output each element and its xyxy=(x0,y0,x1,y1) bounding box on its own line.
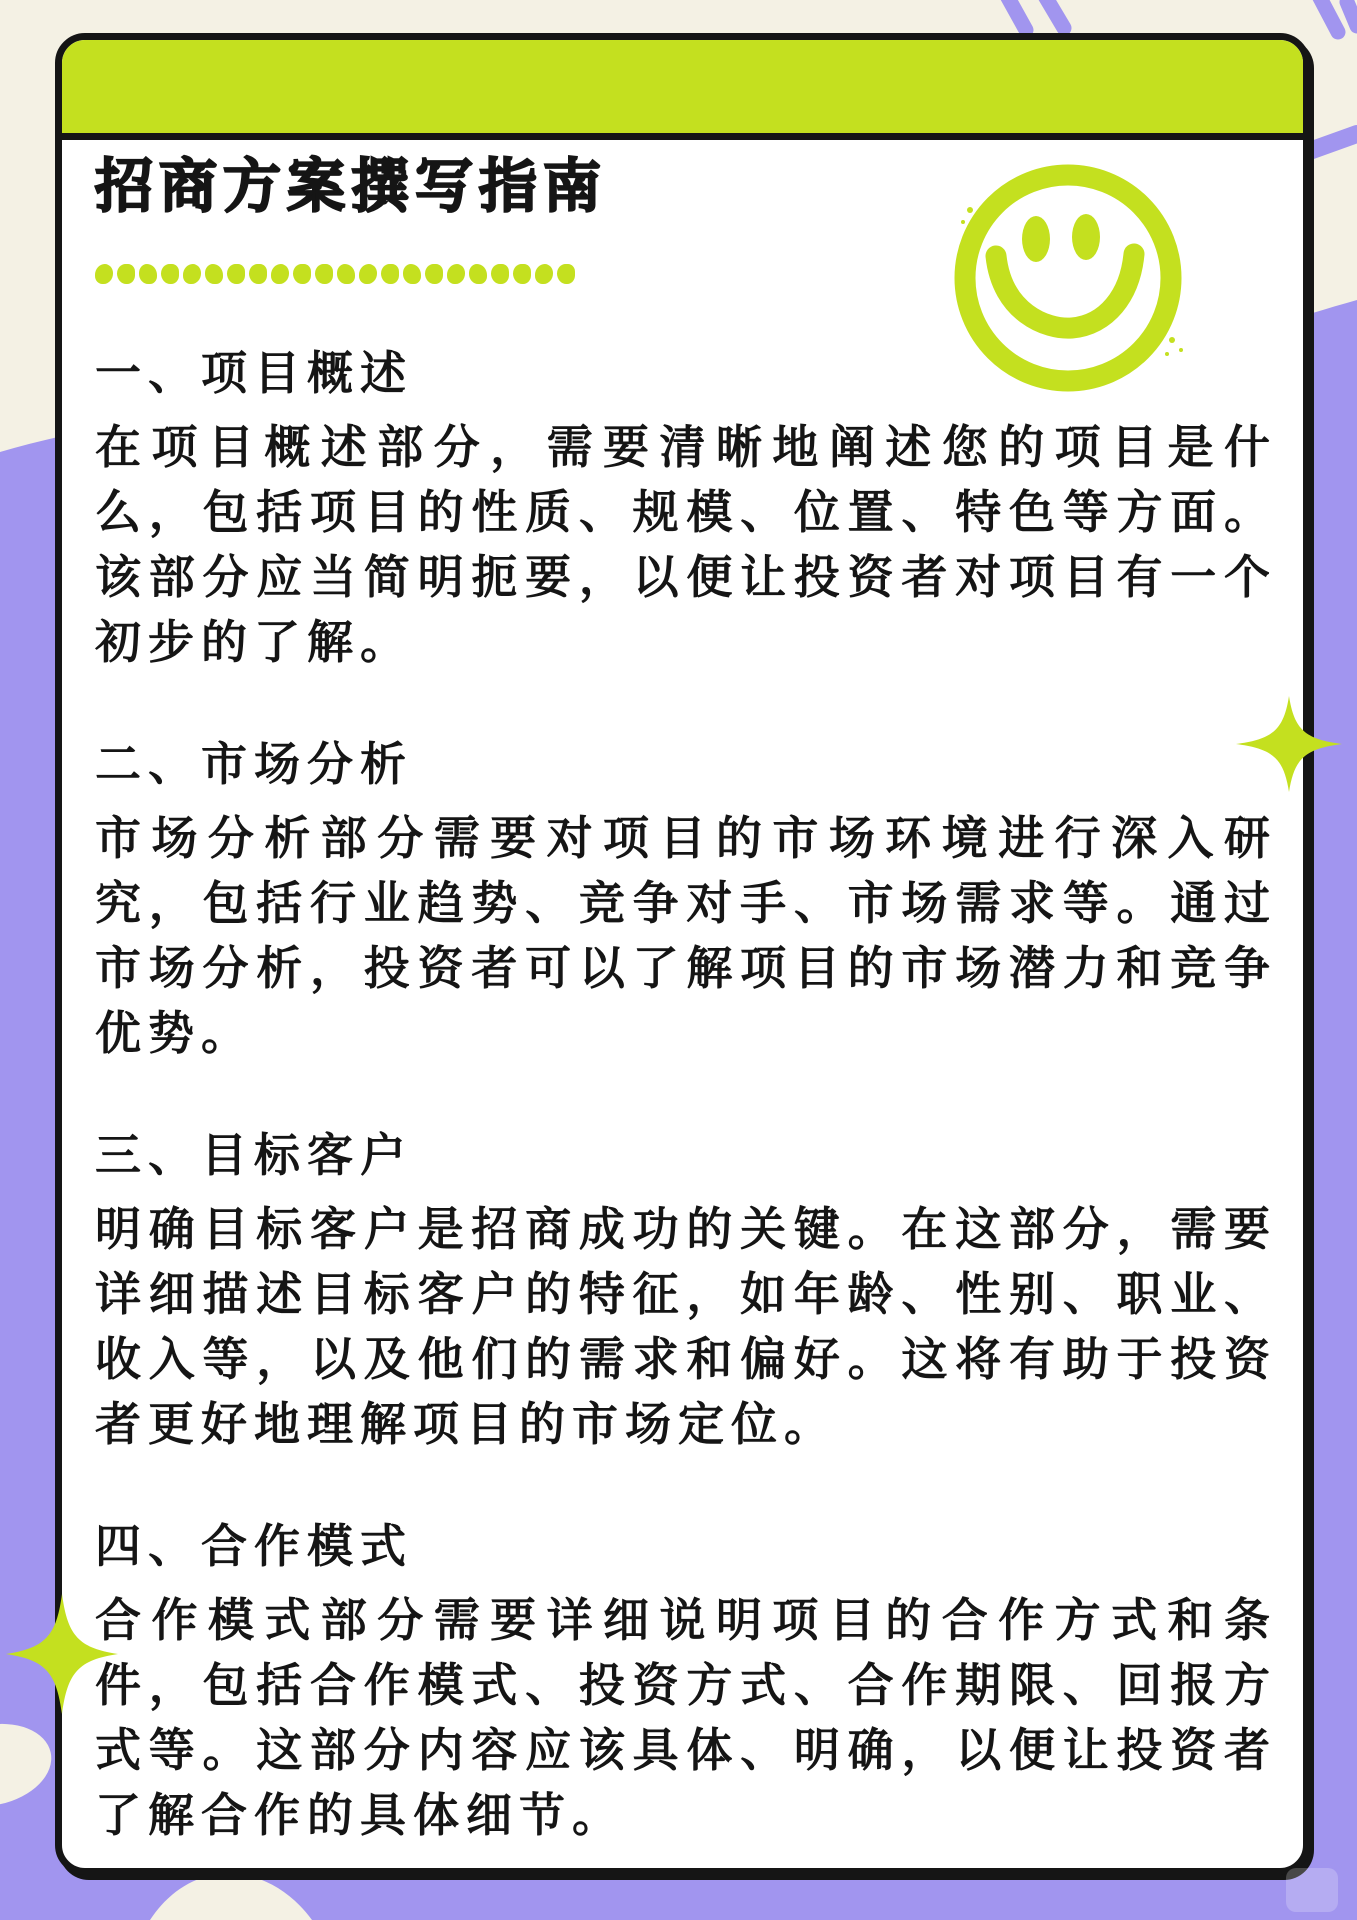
divider-dot xyxy=(359,264,377,284)
section-cooperation-model xyxy=(95,1513,1277,1848)
section-project-overview xyxy=(95,340,1277,675)
divider-dot xyxy=(403,264,421,284)
section-heading: 二、市场分析 xyxy=(95,737,413,790)
divider-dot xyxy=(425,264,443,284)
divider-dot xyxy=(381,264,399,284)
section-target-customers xyxy=(95,1122,1277,1457)
divider-dot xyxy=(535,264,553,284)
section-heading: 一、项目概述 xyxy=(95,346,413,399)
section-body: 市场分析部分需要对项目的市场环境进行深入研究，包括行业趋势、竞争对手、市场需求等。通过市场分析，投资者可以了解项目的市场潜力和竞争优势。 xyxy=(95,811,1277,1059)
divider-dot xyxy=(513,264,531,284)
watermark-badge xyxy=(1286,1868,1338,1912)
four-point-sparkle-icon xyxy=(6,1594,118,1714)
four-point-sparkle-icon xyxy=(1236,696,1342,792)
divider-dot xyxy=(95,264,113,284)
section-market-analysis xyxy=(95,731,1277,1066)
section-body: 在项目概述部分，需要清晰地阐述您的项目是什么，包括项目的性质、规模、位置、特色等方面。该部分应当简明扼要，以便让投资者对项目有一个初步的了解。 xyxy=(95,420,1277,668)
poster-card xyxy=(55,33,1310,1875)
divider-dot xyxy=(469,264,487,284)
divider-dot xyxy=(271,264,289,284)
section-heading: 三、目标客户 xyxy=(95,1128,413,1181)
divider-dot xyxy=(227,264,245,284)
divider-dot xyxy=(315,264,333,284)
page-title: 招商方案撰写指南 xyxy=(95,154,608,219)
card-content xyxy=(62,140,1303,1848)
divider-dot xyxy=(557,264,575,284)
divider-dot xyxy=(183,264,201,284)
section-body: 明确目标客户是招商成功的关键。在这部分，需要详细描述目标客户的特征，如年龄、性别、职业、收入等，以及他们的需求和偏好。这将有助于投资者更好地理解项目的市场定位。 xyxy=(95,1202,1277,1450)
section-body: 合作模式部分需要详细说明项目的合作方式和条件，包括合作模式、投资方式、合作期限、回报方式等。这部分内容应该具体、明确，以便让投资者了解合作的具体细节。 xyxy=(95,1593,1277,1841)
divider-dot xyxy=(205,264,223,284)
dots-divider xyxy=(95,264,575,284)
divider-dot xyxy=(491,264,509,284)
divider-dot xyxy=(117,264,135,284)
section-heading: 四、合作模式 xyxy=(95,1519,413,1572)
lime-header-bar xyxy=(62,40,1303,140)
divider-dot xyxy=(139,264,157,284)
divider-dot xyxy=(337,264,355,284)
divider-dot xyxy=(447,264,465,284)
divider-dot xyxy=(293,264,311,284)
divider-dot xyxy=(249,264,267,284)
divider-dot xyxy=(161,264,179,284)
